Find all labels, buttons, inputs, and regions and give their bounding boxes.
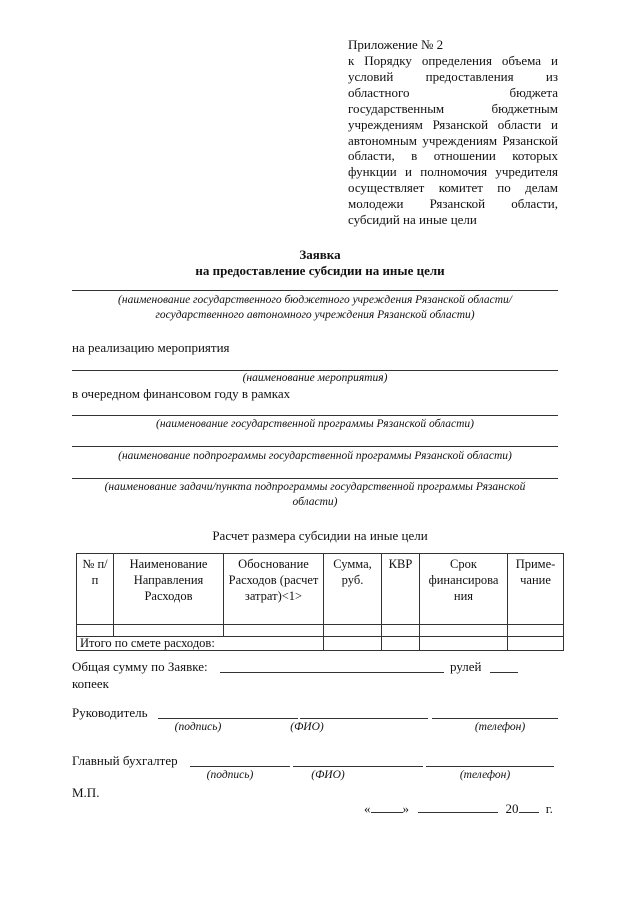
head-phone-line xyxy=(432,718,558,719)
program-line xyxy=(72,415,558,416)
task-caption-2: области) xyxy=(292,496,338,508)
total-amount-line xyxy=(220,672,444,673)
appendix-title: Приложение № 2 xyxy=(348,37,444,52)
accountant-name-line xyxy=(293,766,423,767)
total-label: Общая сумму по Заявке: xyxy=(72,659,208,674)
column-header: Сумма, руб. xyxy=(324,554,382,625)
appendix-body: к Порядку определения объема и условий предоставления из областного бюджета государственным бюджетным учреждениям Рязанской области и автономным учреждениям Рязанской области, в отношении которых функции и полномочия учредителя осуществляет комитет по делам молодежи Рязанской области, субсидий на иные цели xyxy=(348,53,558,228)
institution-caption-2: государственного автономного учреждения Рязанской области) xyxy=(155,309,475,321)
task-caption-1: (наименование задачи/пункта подпрограммы государственной программы Рязанской xyxy=(104,481,526,493)
total-label: Итого по смете расходов: xyxy=(77,637,324,651)
phone-caption: (телефон) xyxy=(474,721,526,733)
rubles-label: рулей xyxy=(450,659,482,674)
task-line xyxy=(72,478,558,479)
date-year-blank xyxy=(519,812,539,813)
head-name-line xyxy=(300,718,428,719)
date-year-prefix: 20 xyxy=(505,801,519,816)
column-header: № п/п xyxy=(77,554,114,625)
signature-caption: (подпись) xyxy=(206,769,254,781)
column-header: Наименование Направления Расходов xyxy=(114,554,224,625)
table-row xyxy=(77,625,564,637)
date-day-blank xyxy=(371,812,403,813)
column-header: КВР xyxy=(382,554,420,625)
document-subtitle: на предоставление субсидии на иные цели xyxy=(195,263,445,278)
kopecks-label: копеек xyxy=(72,676,109,691)
name-caption: (ФИО) xyxy=(311,769,345,781)
stamp-label: М.П. xyxy=(72,785,100,800)
rubles-line xyxy=(490,672,518,673)
head-label: Руководитель xyxy=(72,705,148,720)
head-signature-line xyxy=(158,718,298,719)
date-close-quote: » xyxy=(402,801,409,816)
table-title: Расчет размера субсидии на иные цели xyxy=(212,528,428,543)
date-month-blank xyxy=(418,812,498,813)
column-header: Обоснование Расходов (расчет затрат)<1> xyxy=(224,554,324,625)
signature-caption: (подпись) xyxy=(174,721,222,733)
accountant-signature-line xyxy=(190,766,290,767)
institution-caption-1: (наименование государственного бюджетного учреждения Рязанской области/ xyxy=(118,294,512,306)
table-total-row xyxy=(77,637,564,651)
column-header: Срок финансирова ния xyxy=(420,554,508,625)
calculation-table xyxy=(76,553,564,651)
phone-caption: (телефон) xyxy=(459,769,511,781)
accountant-phone-line xyxy=(426,766,554,767)
event-label: на реализацию мероприятия xyxy=(72,340,230,355)
subprogram-caption: (наименование подпрограммы государственной программы Рязанской области) xyxy=(118,450,512,462)
document-title: Заявка xyxy=(299,247,341,262)
column-header: Приме-чание xyxy=(508,554,564,625)
date-open-quote: « xyxy=(364,801,371,816)
accountant-label: Главный бухгалтер xyxy=(72,753,178,768)
name-caption: (ФИО) xyxy=(290,721,324,733)
subprogram-line xyxy=(72,446,558,447)
event-caption: (наименование мероприятия) xyxy=(242,372,388,384)
institution-line xyxy=(72,290,558,291)
date-line xyxy=(364,801,553,817)
year-label: в очередном финансовом году в рамках xyxy=(72,386,291,401)
program-caption: (наименование государственной программы Рязанской области) xyxy=(156,418,474,430)
date-suffix: г. xyxy=(545,801,553,816)
